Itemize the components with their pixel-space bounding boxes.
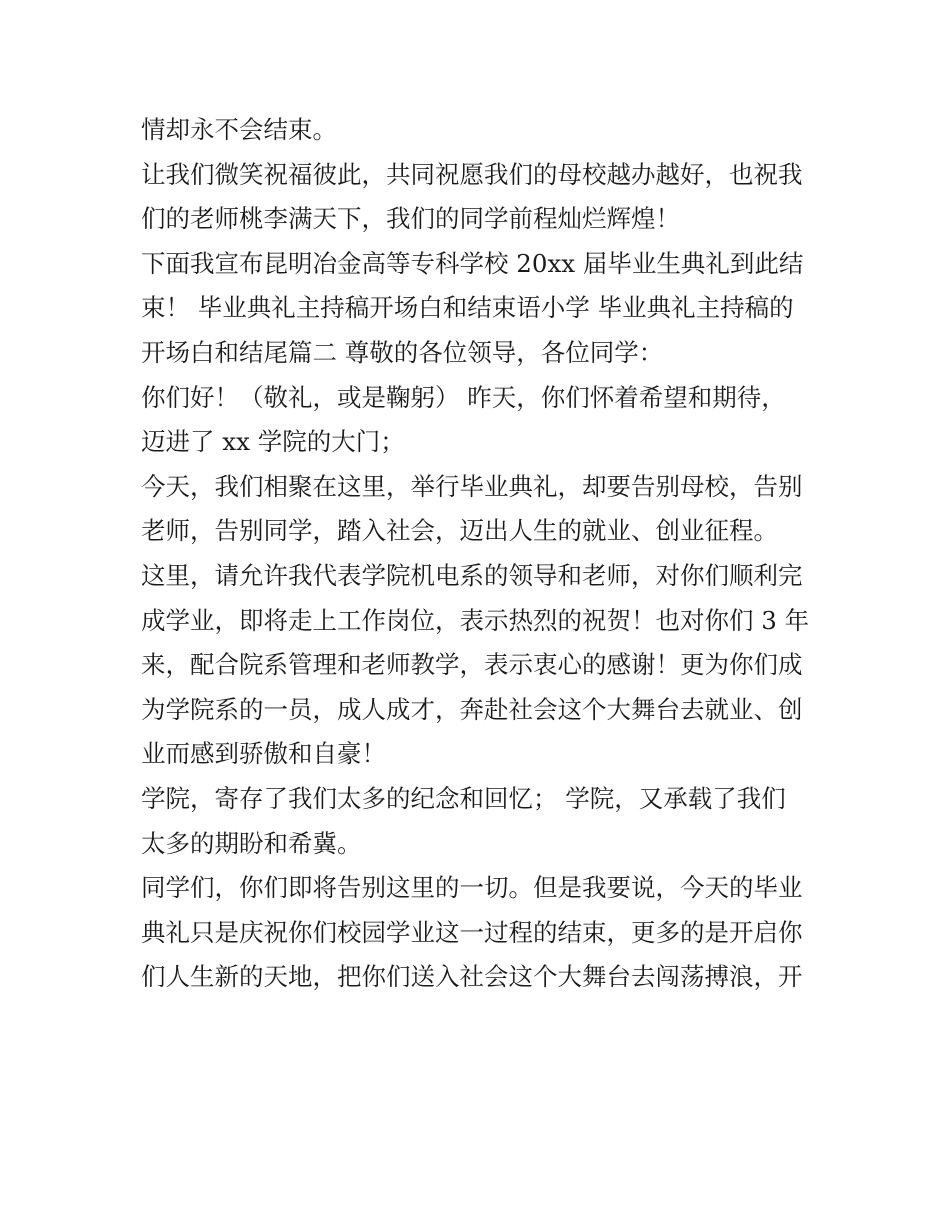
text-line: 学院，寄存了我们太多的纪念和回忆； 学院，又承载了我们 [141, 783, 786, 813]
text-line: 典礼只是庆祝你们校园学业这一过程的结束，更多的是开启你 [141, 917, 803, 947]
text-line: 今天，我们相聚在这里，举行毕业典礼，却要告别母校，告别 [141, 471, 803, 501]
text-line: 太多的期盼和希冀。 [141, 828, 362, 858]
text-line: 们的老师桃李满天下，我们的同学前程灿烂辉煌！ [141, 204, 680, 234]
text-line: 成学业，即将走上工作岗位，表示热烈的祝贺！也对你们 3 年 [141, 605, 810, 635]
document-body [141, 108, 821, 1000]
text-line: 开场白和结尾篇二 尊敬的各位领导，各位同学： [141, 337, 664, 367]
text-line: 业而感到骄傲和自豪！ [141, 739, 386, 769]
text-line: 为学院系的一员，成人成才，奔赴社会这个大舞台去就业、创 [141, 694, 803, 724]
text-line: 们人生新的天地，把你们送入社会这个大舞台去闯荡搏浪，开 [141, 962, 803, 992]
text-line: 情却永不会结束。 [141, 115, 337, 144]
text-line: 迈进了 xx 学院的大门； [141, 427, 405, 457]
text-line: 来，配合院系管理和老师教学，表示衷心的感谢！更为你们成 [141, 650, 803, 680]
text-line: 束！ 毕业典礼主持稿开场白和结束语小学 毕业典礼主持稿的 [141, 293, 794, 323]
text-line: 老师，告别同学，踏入社会，迈出人生的就业、创业征程。 [141, 516, 778, 546]
text-line: 同学们，你们即将告别这里的一切。但是我要说，今天的毕业 [141, 873, 803, 903]
text-line: 下面我宣布昆明冶金高等专科学校 20xx 届毕业生典礼到此结 [141, 248, 804, 278]
text-line: 你们好！（敬礼，或是鞠躬） 昨天，你们怀着希望和期待， [141, 382, 786, 412]
text-line: 让我们微笑祝福彼此，共同祝愿我们的母校越办越好，也祝我 [141, 159, 803, 189]
text-line: 这里，请允许我代表学院机电系的领导和老师，对你们顺利完 [141, 560, 803, 590]
